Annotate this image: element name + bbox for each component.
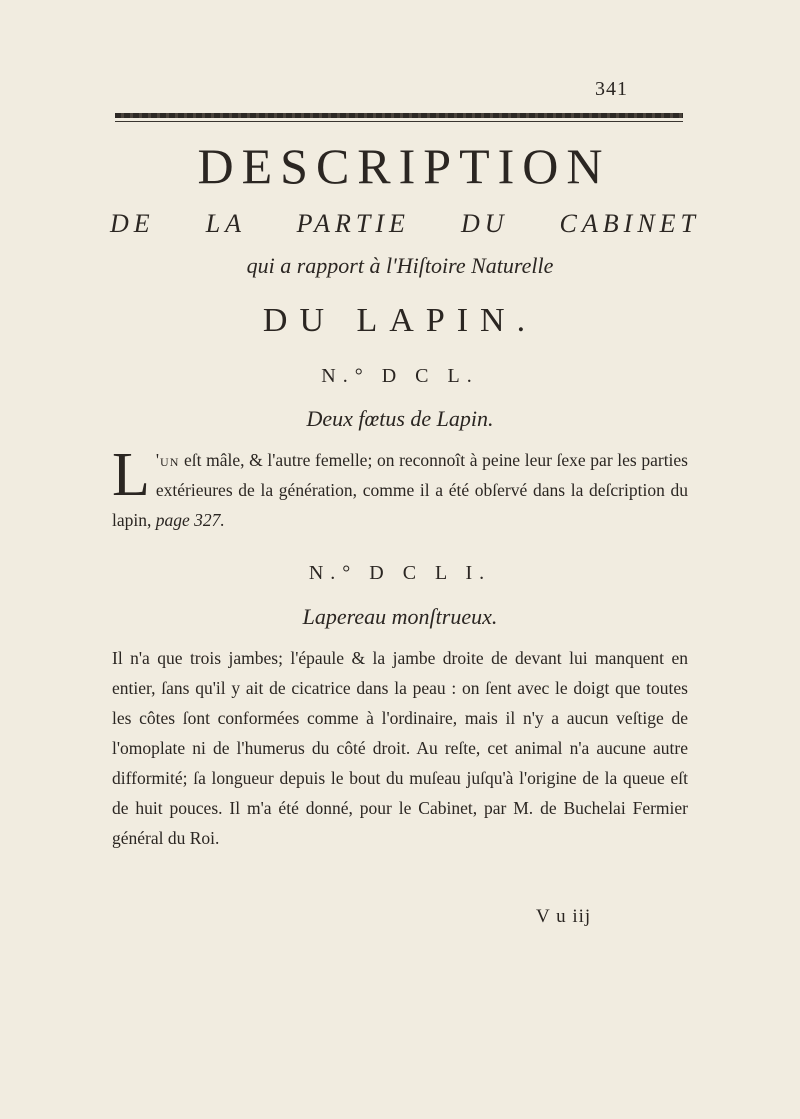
page-number: 341 bbox=[595, 78, 628, 100]
entry-title: Deux fœtus de Lapin. bbox=[306, 406, 494, 431]
lead-smallcaps: 'un bbox=[155, 450, 180, 470]
paragraph-text: eſt mâle, & l'autre femelle; on reconnoît à peine leur ſexe par les parties extérieures de la génération, comme il a été obſervé dans la deſcription du lapin, bbox=[112, 450, 688, 530]
entry-paragraph: Il n'a que trois jambes; l'épaule & la jambe droite de devant lui manquent en entier, ſans qu'il y ait de cicatrice dans la peau : on ſent avec le doigt que toutes les côtes ſont conformées comme à l'ordinaire, mais il n'y a aucun veſtige de l'omoplate ni de l'humerus du côté droit. Au reſte, cet animal n'a aucune autre difformité; ſa longueur depuis le bout du muſeau juſqu'à l'origine de la queue eſt de huit pouces. Il m'a été donné, pour le Cabinet, par M. de Buchelai Fermier général du Roi. bbox=[112, 648, 688, 848]
page-reference: page 327. bbox=[155, 510, 225, 530]
entry-number: N.° D C L I. bbox=[308, 562, 492, 584]
entry-title: Lapereau monſtrueux. bbox=[302, 604, 498, 629]
section-heading: DU LAPIN. bbox=[262, 302, 538, 339]
entry-paragraph bbox=[112, 441, 688, 535]
page-subtitle: DE LA PARTIE DU CABINET bbox=[110, 209, 700, 238]
drop-cap: L bbox=[112, 441, 150, 509]
subtitle-line: qui a rapport à l'Hiſtoire Naturelle bbox=[246, 253, 554, 278]
page-title: DESCRIPTION bbox=[197, 138, 611, 194]
ornamental-rule bbox=[115, 113, 683, 118]
rule-underline bbox=[115, 121, 683, 122]
signature-mark: V u iij bbox=[536, 906, 592, 927]
entry-number: N.° D C L. bbox=[321, 365, 479, 387]
